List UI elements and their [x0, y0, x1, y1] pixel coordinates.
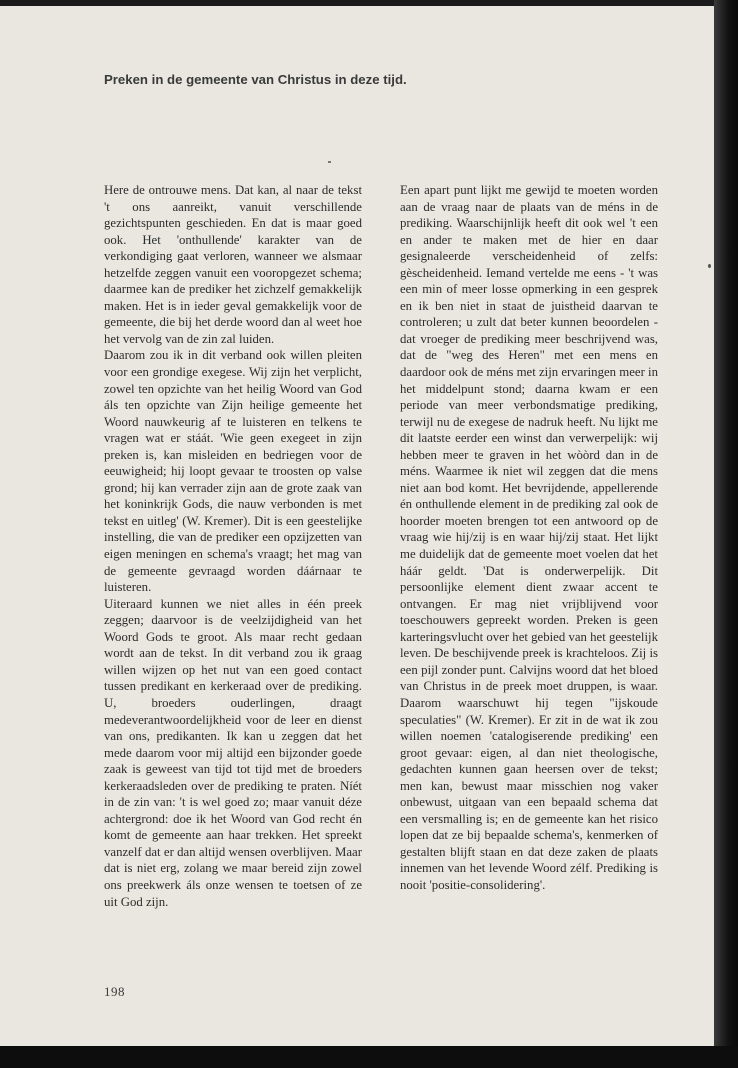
paragraph: Een apart punt lijkt me gewijd te moeten worden aan de vraag naar de plaats van de méns in de prediking. Waarschijnlijk heeft dit ook wel 't een en ander te maken met de hier en daar gesignaleerde verscheidenheid of zelfs: gèscheidenheid. Iemand vertelde me eens - 't was een min of meer losse opmerking in een gesprek en ik ben niet in staat de juistheid daarvan te controleren; u zult dat beter kunnen beoordelen - dat vroeger de prediking meer beschrijvend was, dat de "weg des Heren" met een mens en daardoor ook de méns met zijn ervaringen meer in het middelpunt stond; daarna kwam er een periode van meer verbondsmatige prediking, terwijl nu de exegese de nadruk heeft. Nu lijkt me dit laatste eerder een winst dan verwerpelijk: wij hebben meer te graven in het wòòrd dan in de méns. Waarmee ik niet wil zeggen dat die mens niet aan bod komt. Het bevrijdende, appellerende én onthullende element in de prediking zal ook de hoorder moeten brengen tot een antwoord op de vraag wie hij/zij is en waar hij/zij staat. Het lijkt me duidelijk dat de gemeente moet voelen dat het háár geldt. 'Dat is onderwerpelijk. Dit persoonlijke element dient zwaar accent te ontvangen. Er mag niet vrijblijvend voor toeschouwers gepreekt worden. Preken is geen karteringsvlucht over het gebied van het geestelijk leven. De beschijvende preek is krachteloos. Zij is een pijl zonder punt. Calvijns woord dat het bloed van Christus in de preek moet druppen, is waar. Daarom waarschuwt hij tegen "ijskoude speculaties" (W. Kremer). Er zit in de wat ik zou willen noemen 'catalogiserende prediking' een groot gevaar: eigen, al dan niet theologische, gedachten kunnen gaan heersen over de tekst; men kan, bewust maar misschien nog vaker onbewust, uitgaan van een bepaald schema dat een versmalling is; en de gemeente kan het risico lopen dat ze bij bepaalde schema's, kenmerken of gestalten blijft staan en dat deze zaken de plaats innemen van het levende Woord zélf. Prediking is nooit 'positie-consolidering'. [400, 183, 658, 892]
margin-mark [708, 264, 711, 268]
printer-mark [328, 161, 331, 163]
paragraph: Daarom zou ik in dit verband ook willen pleiten voor een grondige exegese. Wij zijn het verplicht, zowel ten opzichte van het heilig Woord van God áls ten opzichte van Zijn heilige gemeente het Woord nauwkeurig af te luisteren en telkens te vragen wat er stáát. 'Wie geen exegeet in zijn preken is, kan misleiden en bedriegen voor de eeuwigheid; hij loopt gevaar te troosten op valse grond; hij kan verrader zijn aan de grote zaak van het koninkrijk Gods, die nauw verbonden is met tekst en uitleg' (W. Kremer). Dit is een geestelijke instelling, die van de prediker een opzijzetten van eigen meningen en schema's vraagt; het mag van de gemeente gevraagd worden dáárnaar te luisteren. [104, 348, 362, 595]
right-column [400, 182, 658, 894]
running-head: Preken in de gemeente van Christus in deze tijd. [104, 72, 407, 87]
paragraph: Uiteraard kunnen we niet alles in één preek zeggen; daarvoor is de veelzijdigheid van het Woord Gods te groot. Als maar recht gedaan wordt aan de tekst. In dit verband zou ik graag willen wijzen op het nut van een goed contact tussen predikant en kerkeraad over de prediking. U, broeders ouderlingen, draagt medeverantwoordelijkheid voor de leer en dienst van ons, predikanten. Ik kan u zeggen dat het mede daarom voor mij altijd een bijzonder goede zaak is geweest van tijd tot tijd met de broeders kerkeraadsleden over de prediking te praten. Níét in de zin van: 't is wel goed zo; maar vanuit déze achtergrond: doe ik het Woord van God recht én komt de gemeente aan haar trekken. Het spreekt vanzelf dat er dan altijd wensen overblijven. Maar dat is niet erg, zolang we maar bereid zijn zowel ons preekwerk áls onze wensen te toetsen of ze uit God zijn. [104, 596, 362, 909]
page-number: 198 [104, 984, 125, 999]
book-page [0, 6, 714, 1046]
left-column [104, 182, 362, 910]
book-edge-right [714, 0, 738, 1068]
paragraph: Here de ontrouwe mens. Dat kan, al naar de tekst 't ons aanreikt, vanuit verschillende gezichtspunten geschieden. En dat is maar goed ook. Het 'onthullende' karakter van de verkondiging gaat verloren, wanneer we alsmaar hetzelfde zeggen vanuit een vooropgezet schema; daarmee kan de prediker het zichzelf gemakkelijk maken. Het is in ieder geval gemakkelijk voor de gemeente, die bij het derde woord dan al weet hoe het vervolg van de zin zal luiden. [104, 183, 362, 346]
book-edge-bottom [0, 1046, 738, 1068]
